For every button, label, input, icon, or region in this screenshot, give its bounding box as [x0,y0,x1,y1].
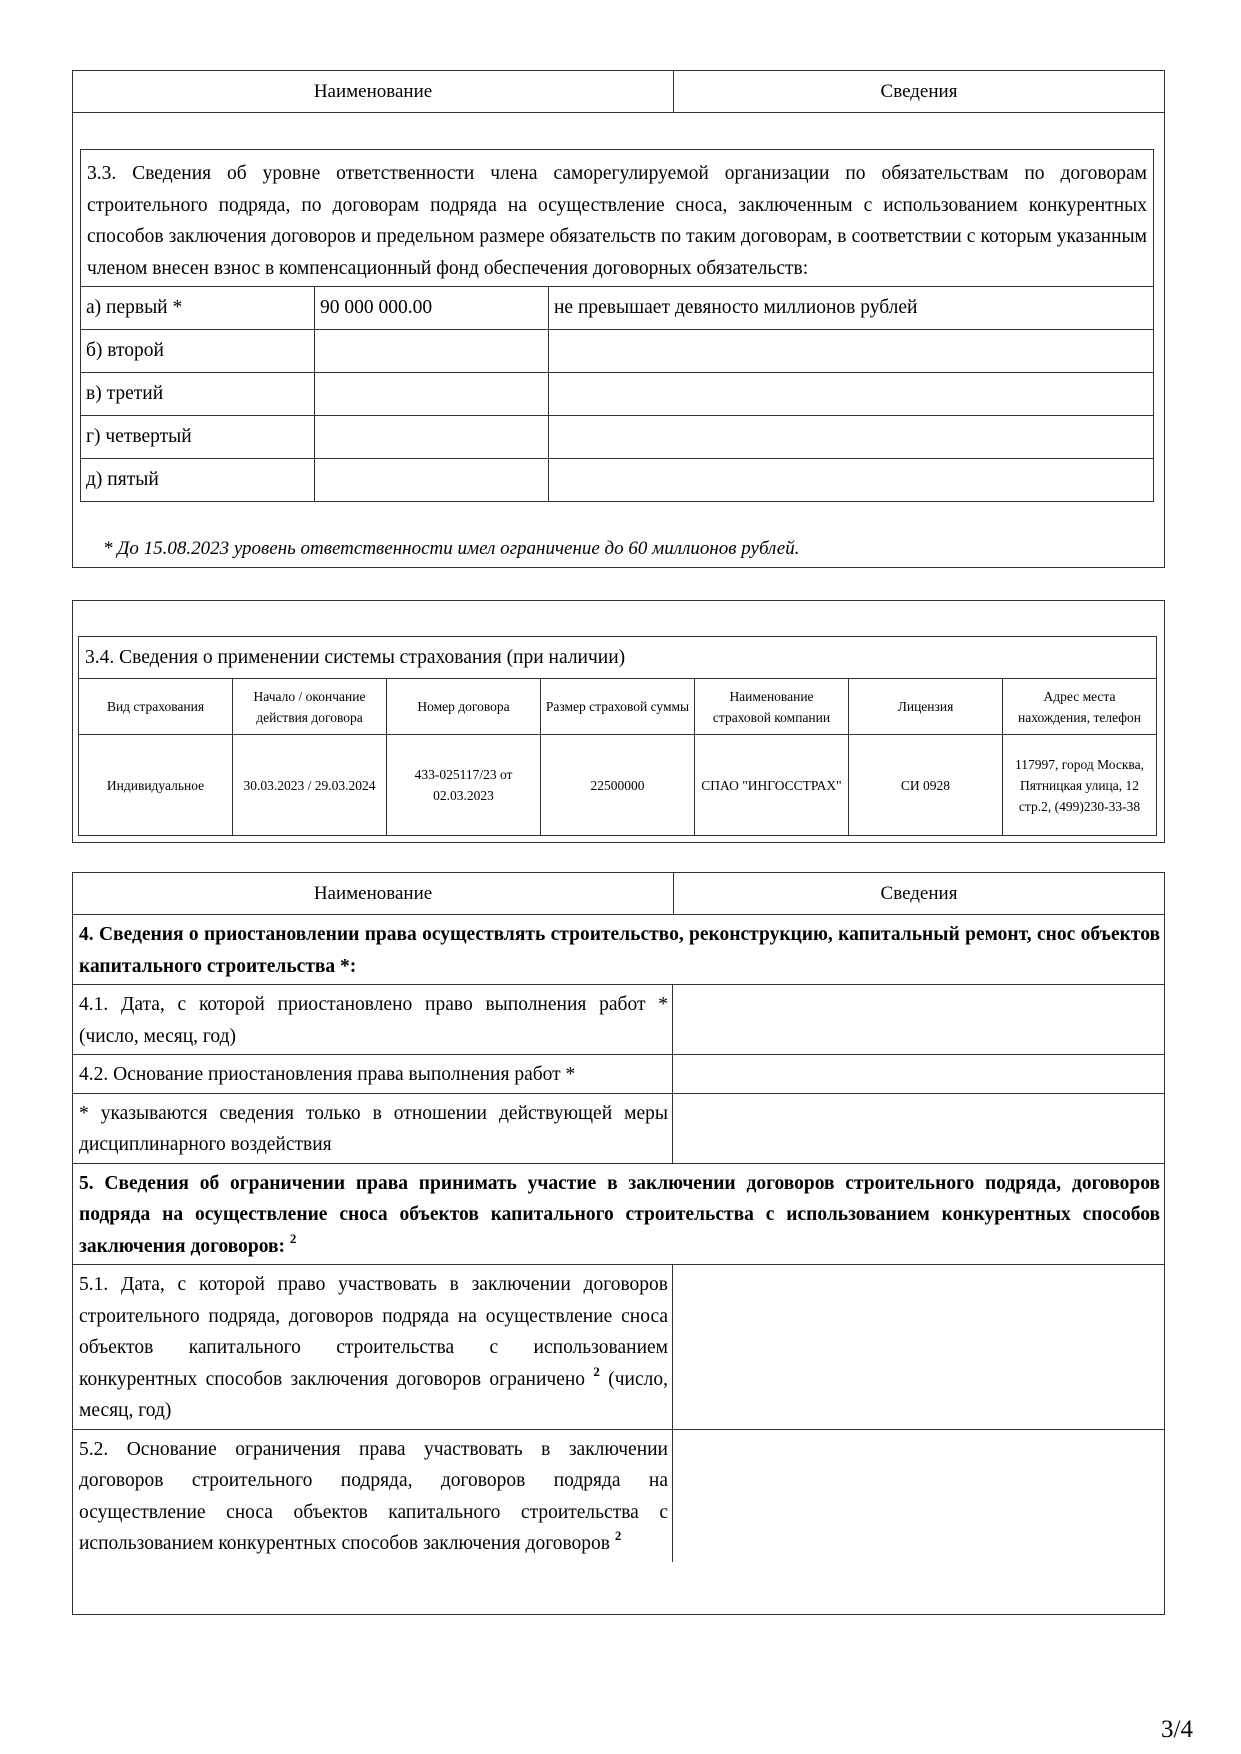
insurance-header-row [79,679,1156,735]
table-row [73,1430,1164,1562]
table-row [73,1094,1164,1164]
row-label: 4.1. Дата, с которой приостановлено право выполнения работ * (число, месяц, год) [73,985,673,1054]
row-label: * указываются сведения только в отношении действующей меры дисциплинарного воздействия [73,1094,673,1163]
table-row [73,1055,1164,1094]
table-cell: 433-025117/23 от 02.03.2023 [387,735,541,835]
page-number: 3/4 [1161,1716,1193,1743]
section-3-3-text: 3.3. Сведения об уровне ответственности члена саморегулируемой организации по обязательствам по договорам строительного подряда, по договорам подряда на осуществление сноса, заключенным с использованием конкурентных способов заключения договоров и предельном размере обязательств по таким договорам, в соответствии с которым указанным членом внесен взнос в компенсационный фонд обеспечения договорных обязательств: [81,150,1153,287]
row-label-tail: (число, месяц, год) [79,1368,668,1421]
suspension-restriction-block [72,872,1165,1615]
header-info-col: Сведения [880,882,958,904]
column-header: Адрес места нахождения, телефон [1018,688,1141,725]
level-description: не превышает девяносто миллионов рублей [554,297,918,318]
footnote-ref: 2 [289,1230,297,1246]
level-amount: 90 000 000.00 [315,287,549,329]
row-value [673,1430,1164,1562]
table-cell: 22500000 [541,735,695,835]
level-description [549,416,1153,458]
table-cell: СИ 0928 [849,735,1003,835]
level-label: б) второй [81,330,315,372]
column-header: Номер договора [387,679,541,734]
footnote-ref: 2 [593,1363,600,1379]
row-value [673,1094,1164,1163]
table-cell: СПАО "ИНГОССТРАХ" [695,735,849,835]
column-header: Наименование страховой компании [695,679,849,734]
level-label: д) пятый [81,459,315,501]
level-amount [315,416,549,458]
level-label: г) четвертый [81,416,315,458]
column-header: Вид страхования [79,679,233,734]
liability-level-block [72,70,1165,568]
table-cell: 117997, город Москва, Пятницкая улица, 12 стр.2, (499)230-33-38 [1015,756,1144,814]
row-label: 5.2. Основание ограничения права участвовать в заключении договоров строительного подряда, договоров подряда на осуществление сноса объектов капитального строительства с использованием конкурентных способов заключения договоров [79,1438,668,1554]
level-label: в) третий [81,373,315,415]
level-amount [315,330,549,372]
table-row [73,1265,1164,1430]
table-cell: Индивидуальное [79,735,233,835]
level-row [81,459,1153,501]
level-description [549,330,1153,372]
row-label-cell [73,1430,673,1562]
level-description [549,373,1153,415]
liability-footnote: * До 15.08.2023 уровень ответственности имел ограничение до 60 миллионов рублей. [103,538,800,559]
level-description [549,459,1153,501]
row-value [673,1265,1164,1429]
table-row [79,735,1156,835]
insurance-block [72,600,1165,843]
table-cell: 30.03.2023 / 29.03.2024 [233,735,387,835]
section-5-title-text: 5. Сведения об ограничении права принимать участие в заключении договоров строительного подряда, договоров подряда на осуществление сноса объектов капитального строительства с использованием конкурентных способов заключения договоров: [79,1172,1160,1257]
section-5-title [73,1164,1164,1266]
level-row [81,373,1153,416]
liability-level-table [80,149,1154,502]
table-row [73,985,1164,1055]
level-amount [315,459,549,501]
insurance-table [78,636,1157,836]
header-info-col: Сведения [880,80,958,102]
level-row [81,330,1153,373]
header-name-col: Наименование [73,71,674,112]
table-header [73,873,1164,915]
row-value [673,1055,1164,1093]
column-header: Лицензия [849,679,1003,734]
level-amount [315,373,549,415]
footnote-ref: 2 [614,1528,622,1543]
row-label: 4.2. Основание приостановления права выполнения работ * [73,1055,673,1093]
level-row [81,416,1153,459]
level-label: а) первый * [81,287,315,329]
row-value [673,985,1164,1054]
section-4-title: 4. Сведения о приостановлении права осуществлять строительство, реконструкцию, капитальный ремонт, снос объектов капитального строительства *: [73,915,1164,985]
level-row [81,287,1153,330]
row-label: 5.1. Дата, с которой право участвовать в заключении договоров строительного подряда, договоров подряда на осуществление сноса объектов капитального строительства с использованием конкурентных способов заключения договоров ограничено [79,1274,668,1390]
column-header: Начало / окончание действия договора [233,679,387,734]
header-name-col: Наименование [73,873,674,914]
row-label-cell [73,1265,673,1429]
insurance-title: 3.4. Сведения о применении системы страхования (при наличии) [79,637,1156,679]
table-header [73,71,1164,113]
column-header: Размер страховой суммы [541,679,695,734]
